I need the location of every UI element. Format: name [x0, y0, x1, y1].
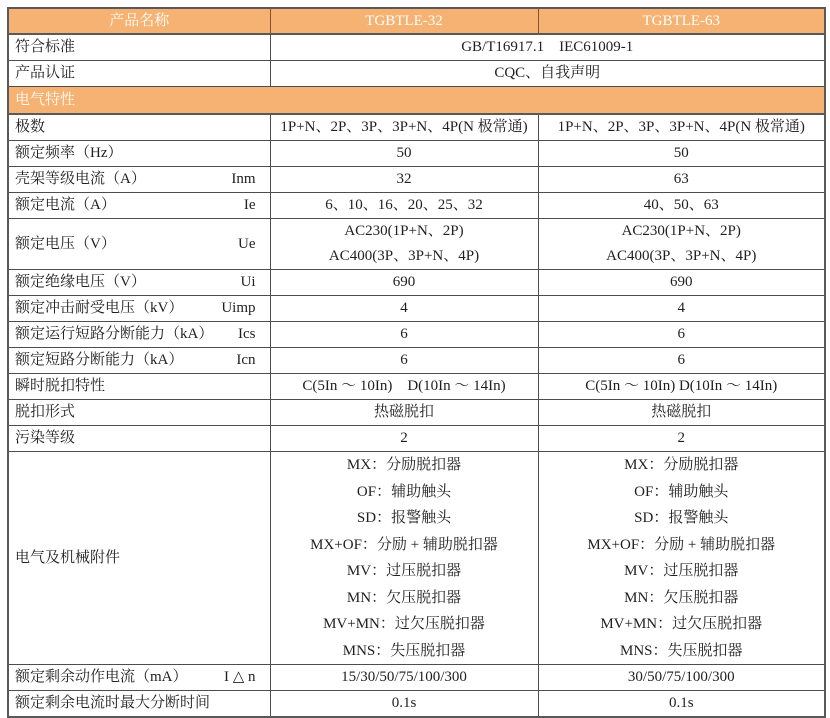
voltage-line-1: AC230(1P+N、2P)	[621, 223, 741, 239]
accessory-item: MX+OF：分励 + 辅助脱扣器	[310, 536, 498, 553]
standards-value: GB/T16917.1 IEC61009-1	[270, 34, 825, 61]
row-value-2: 40、50、63	[538, 193, 825, 219]
row-label: 极数	[8, 114, 270, 141]
row-value-2: 30/50/75/100/300	[538, 665, 825, 691]
row-value-2: 2	[538, 426, 825, 452]
row-value-2: 690	[538, 270, 825, 296]
row-ultimate-breaking-capacity	[8, 348, 825, 374]
row-rated-frequency	[8, 141, 825, 167]
row-label: 额定电压（V）	[15, 235, 116, 252]
row-accessories	[8, 452, 825, 665]
section-title: 电气特性	[8, 87, 825, 115]
row-label: 额定运行短路分断能力（kA）	[15, 326, 214, 342]
row-label: 额定短路分断能力（kA）	[15, 352, 184, 368]
row-value-1: 0.1s	[270, 691, 538, 718]
row-symbol: Icn	[236, 352, 256, 368]
accessory-item: MNS：失压脱扣器	[619, 642, 743, 659]
row-symbol: Ie	[243, 197, 256, 213]
row-value-1: 6	[270, 322, 538, 348]
row-value-2: 4	[538, 296, 825, 322]
certification-label: 产品认证	[8, 61, 270, 87]
accessory-item: OF：辅助触头	[356, 483, 452, 500]
row-instantaneous-trip	[8, 374, 825, 400]
row-symbol: I △ n	[223, 669, 256, 685]
voltage-line-2: AC400(3P、3P+N、4P)	[606, 248, 757, 264]
row-max-breaking-time	[8, 691, 825, 718]
row-symbol: Ui	[240, 274, 256, 290]
row-value-2: 0.1s	[538, 691, 825, 718]
header-product-name: 产品名称	[8, 8, 270, 34]
row-label: 污染等级	[8, 426, 270, 452]
row-frame-current	[8, 167, 825, 193]
row-pollution-degree	[8, 426, 825, 452]
row-label: 瞬时脱扣特性	[8, 374, 270, 400]
row-value-1: 热磁脱扣	[270, 400, 538, 426]
row-label: 脱扣形式	[8, 400, 270, 426]
row-symbol: Ics	[238, 326, 256, 342]
row-service-breaking-capacity	[8, 322, 825, 348]
row-label: 额定剩余动作电流（mA）	[15, 669, 188, 685]
row-residual-operating-current	[8, 665, 825, 691]
accessories-list	[539, 452, 825, 664]
row-value-1: C(5In ～ 10In) D(10In ～ 14In)	[270, 374, 538, 400]
row-label: 额定冲击耐受电压（kV）	[15, 300, 184, 316]
row-value-2: C(5In ～ 10In) D(10In ～ 14In)	[538, 374, 825, 400]
accessory-item: MN：欠压脱扣器	[346, 589, 462, 606]
accessory-item: SD：报警触头	[356, 510, 452, 526]
row-value-1: 15/30/50/75/100/300	[270, 665, 538, 691]
row-value-1: 4	[270, 296, 538, 322]
standards-label: 符合标准	[8, 34, 270, 61]
row-label: 壳架等级电流（A）	[15, 171, 146, 187]
accessory-item: MX：分励脱扣器	[346, 457, 462, 473]
row-value-2: 6	[538, 322, 825, 348]
accessory-item: OF：辅助触头	[634, 483, 729, 500]
row-symbol: Inm	[231, 171, 256, 187]
row-standards	[8, 34, 825, 61]
row-certification	[8, 61, 825, 87]
row-value-2: 63	[538, 167, 825, 193]
header-model-tgbtle-63: TGBTLE-63	[538, 8, 825, 34]
row-value-2: 50	[538, 141, 825, 167]
row-poles	[8, 114, 825, 141]
voltage-line-1: AC230(1P+N、2P)	[344, 223, 464, 239]
row-value-1: 1P+N、2P、3P、3P+N、4P(N 极常通)	[270, 114, 538, 141]
voltage-line-2: AC400(3P、3P+N、4P)	[328, 248, 480, 264]
row-label: 额定绝缘电压（V）	[15, 274, 146, 290]
spec-sheet	[7, 7, 826, 718]
spec-table	[7, 7, 826, 718]
certification-value: CQC、自我声明	[270, 61, 825, 87]
row-label: 额定电流（A）	[15, 197, 116, 213]
accessory-item: MNS：失压脱扣器	[342, 642, 466, 659]
row-rated-voltage	[8, 219, 825, 270]
accessories-list	[271, 452, 538, 664]
accessory-item: MV+MN：过欠压脱扣器	[600, 616, 763, 632]
accessory-item: MN：欠压脱扣器	[624, 589, 739, 606]
row-label: 额定频率（Hz）	[8, 141, 270, 167]
accessories-label: 电气及机械附件	[8, 452, 270, 665]
row-value-1: 2	[270, 426, 538, 452]
accessory-item: SD：报警触头	[634, 510, 729, 526]
accessory-item: MX：分励脱扣器	[624, 457, 739, 473]
row-value-1: 50	[270, 141, 538, 167]
table-header-row	[8, 8, 825, 34]
row-value-2: 热磁脱扣	[538, 400, 825, 426]
row-value-1: 6	[270, 348, 538, 374]
accessory-item: MV：过压脱扣器	[346, 563, 462, 579]
row-rated-current	[8, 193, 825, 219]
row-impulse-withstand-voltage	[8, 296, 825, 322]
row-label: 额定剩余电流时最大分断时间	[8, 691, 270, 718]
row-value-1: 6、10、16、20、25、32	[270, 193, 538, 219]
row-symbol: Ue	[238, 235, 256, 252]
row-value-2: 6	[538, 348, 825, 374]
row-value-1: 690	[270, 270, 538, 296]
row-symbol: Uimp	[221, 300, 256, 316]
row-trip-type	[8, 400, 825, 426]
header-model-tgbtle-32: TGBTLE-32	[270, 8, 538, 34]
row-value-2: 1P+N、2P、3P、3P+N、4P(N 极常通)	[538, 114, 825, 141]
accessory-item: MX+OF：分励 + 辅助脱扣器	[587, 536, 776, 553]
row-insulation-voltage	[8, 270, 825, 296]
row-value-1: 32	[270, 167, 538, 193]
section-electrical-characteristics	[8, 87, 825, 115]
accessory-item: MV：过压脱扣器	[624, 563, 739, 579]
accessory-item: MV+MN：过欠压脱扣器	[323, 616, 485, 632]
